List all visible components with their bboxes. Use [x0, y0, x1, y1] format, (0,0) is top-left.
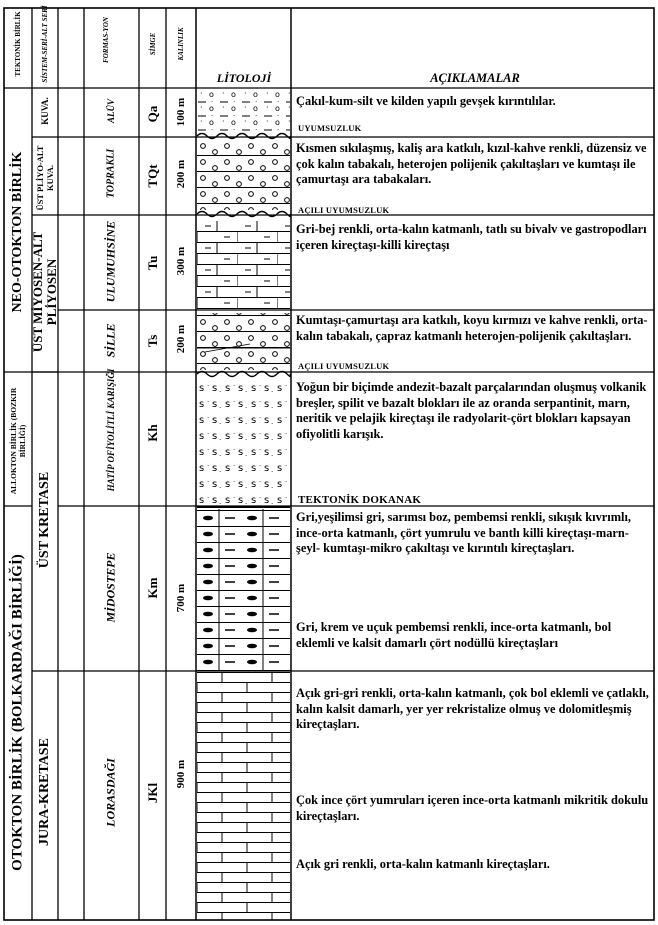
description-ts: Kumtaşı-çamurtaşı ara katkılı, koyu kırmızı ve kahve renkli, orta-kalın tabakalı, çapraz katmanlı heterojen-polijenik çakıltaşları. — [296, 313, 648, 343]
thickness-qa: 100 m — [175, 97, 187, 127]
formation-ulumuhsine: ULUMUHSİNE — [103, 220, 118, 303]
formation-lorasdagi: LORASDAĞI — [103, 758, 118, 827]
lith-km — [197, 509, 290, 671]
thickness-ts: 200 m — [175, 324, 187, 354]
thickness-tu: 300 m — [175, 246, 187, 276]
description-jkl-2: Çok ince çört yumruları içeren ince-orta katmanlı mikritik dokulu kireçtaşları. — [296, 793, 649, 823]
symbol-kh: Kh — [145, 424, 160, 442]
header-lithology: LİTOLOJİ — [216, 71, 272, 85]
contact-tqt: AÇILI UYUMSUZLUK — [298, 205, 390, 215]
header-symbol: SİMGE — [149, 32, 157, 56]
symbol-tu: Tu — [145, 255, 160, 271]
formation-midostepe: MİDOSTEPE — [103, 552, 118, 623]
unconformity-line — [197, 212, 291, 217]
description-kh: Yoğun bir biçimde andezit-bazalt parçalarından oluşmuş volkanik breşler, spilit ve bazalt blokları ile az oranda serpantinit, marn, neritik ve pelajik kireçtaşı ile radyolarit-çört blokları kapsayan ofiyolitli karışık. — [296, 380, 647, 441]
system-kuva: KUVA. — [40, 97, 50, 125]
system-jura-kretase: JURA-KRETASE — [37, 738, 52, 846]
formation-toprakli: TOPRAKLI — [105, 148, 117, 199]
lith-ts — [197, 313, 290, 370]
system-pliyo-kuva: ÜST PLİYO-ALT KUVA. — [35, 145, 55, 211]
formation-hatip: HATİP OFİYOLİTLİ KARIŞIĞI — [106, 368, 116, 492]
thickness-jkl: 900 m — [175, 759, 187, 789]
lith-tqt — [197, 140, 290, 210]
formation-aluv: ALÜV — [106, 99, 116, 124]
description-jkl: Açık gri-gri renkli, orta-kalın katmanlı, çok bol eklemli ve çatlaklı, kalın kalsit damarlı, yer yer rekristalize olmuş ve dolomitleşmiş kireçtaşları. — [296, 686, 649, 732]
system-ust-kretase: ÜST KRETASE — [37, 471, 52, 569]
formation-sille: SİLLE — [103, 323, 118, 358]
thickness-km: 700 m — [175, 583, 187, 613]
description-tu: Gri-bej renkli, orta-kalın katmanlı, tatlı su bivalv ve gastropodları içeren kireçtaşı-killi kireçtaşı — [296, 222, 647, 252]
contact-qa: UYUMSUZLUK — [298, 123, 362, 133]
header-system: SİSTEM-SERİ-ALT SERİ — [41, 5, 49, 83]
description-km-2: Gri, krem ve uçuk pembemsi renkli, ince-orta katmanlı, bol eklemli ve kalsit damarlı çört nodüllü kireçtaşları — [296, 620, 612, 650]
contact-kh: TEKTONİK DOKANAK — [298, 494, 422, 506]
symbol-tqt: TQt — [145, 164, 160, 188]
description-tqt: Kısmen sıkılaşmış, kaliş ara katkılı, kızıl-kahve renkli, düzensiz ve çok kalın tabakalı, heterojen polijenik çakıltaşları ve kumtaşı ile çamurtaşı ara tabakaları. — [296, 141, 647, 187]
lith-qa — [197, 90, 290, 133]
lith-tu — [197, 221, 290, 309]
symbol-ts: Ts — [145, 334, 160, 348]
symbol-qa: Qa — [145, 105, 160, 123]
header-explanations: AÇIKLAMALAR — [430, 71, 520, 85]
unconformity-line — [197, 134, 291, 139]
tectonic-unit-allokton: ALLOKTON BİRLİK (BOZKIR BİRLİĞİ) — [9, 387, 27, 495]
symbol-jkl: JKl — [145, 782, 160, 804]
description-km: Gri,yeşilimsi gri, sarımsı boz, pembemsi renkli, sıkışık kıvrımlı, ince-orta katmanlı, çört yumrulu ve bantlı killi kireçtaşı-marn-şeyl- kumtaşı-mikro çakıltaşı ve kırıntılı kireçtaşları. — [296, 510, 632, 556]
thickness-tqt: 200 m — [175, 159, 187, 189]
header-formation: FORMAS-YON — [102, 17, 110, 63]
system-miyosen-pliyosen: ÜST MİYOSEN-ALT PLİYOSEN — [30, 231, 59, 353]
symbol-km: Km — [145, 577, 160, 599]
description-jkl-3: Açık gri renkli, orta-kalın katmanlı kireçtaşları. — [296, 857, 550, 871]
lith-jkl — [197, 672, 290, 892]
contact-ts: AÇILI UYUMSUZLUK — [298, 361, 390, 371]
tectonic-unit-neo-otokton: NEO-OTOKTON BİRLİK — [10, 151, 25, 313]
lith-kh — [197, 378, 290, 506]
header-thickness: KALINLIK — [177, 27, 185, 61]
tectonic-unit-otokton: OTOKTON BİRLİK (BOLKARDAĞI BİRLİĞİ) — [9, 554, 26, 871]
header-tectonic-unit: TEKTONİK BİRLİK — [14, 11, 22, 77]
description-qa: Çakıl-kum-silt ve kilden yapılı gevşek kırıntılılar. — [296, 94, 556, 108]
